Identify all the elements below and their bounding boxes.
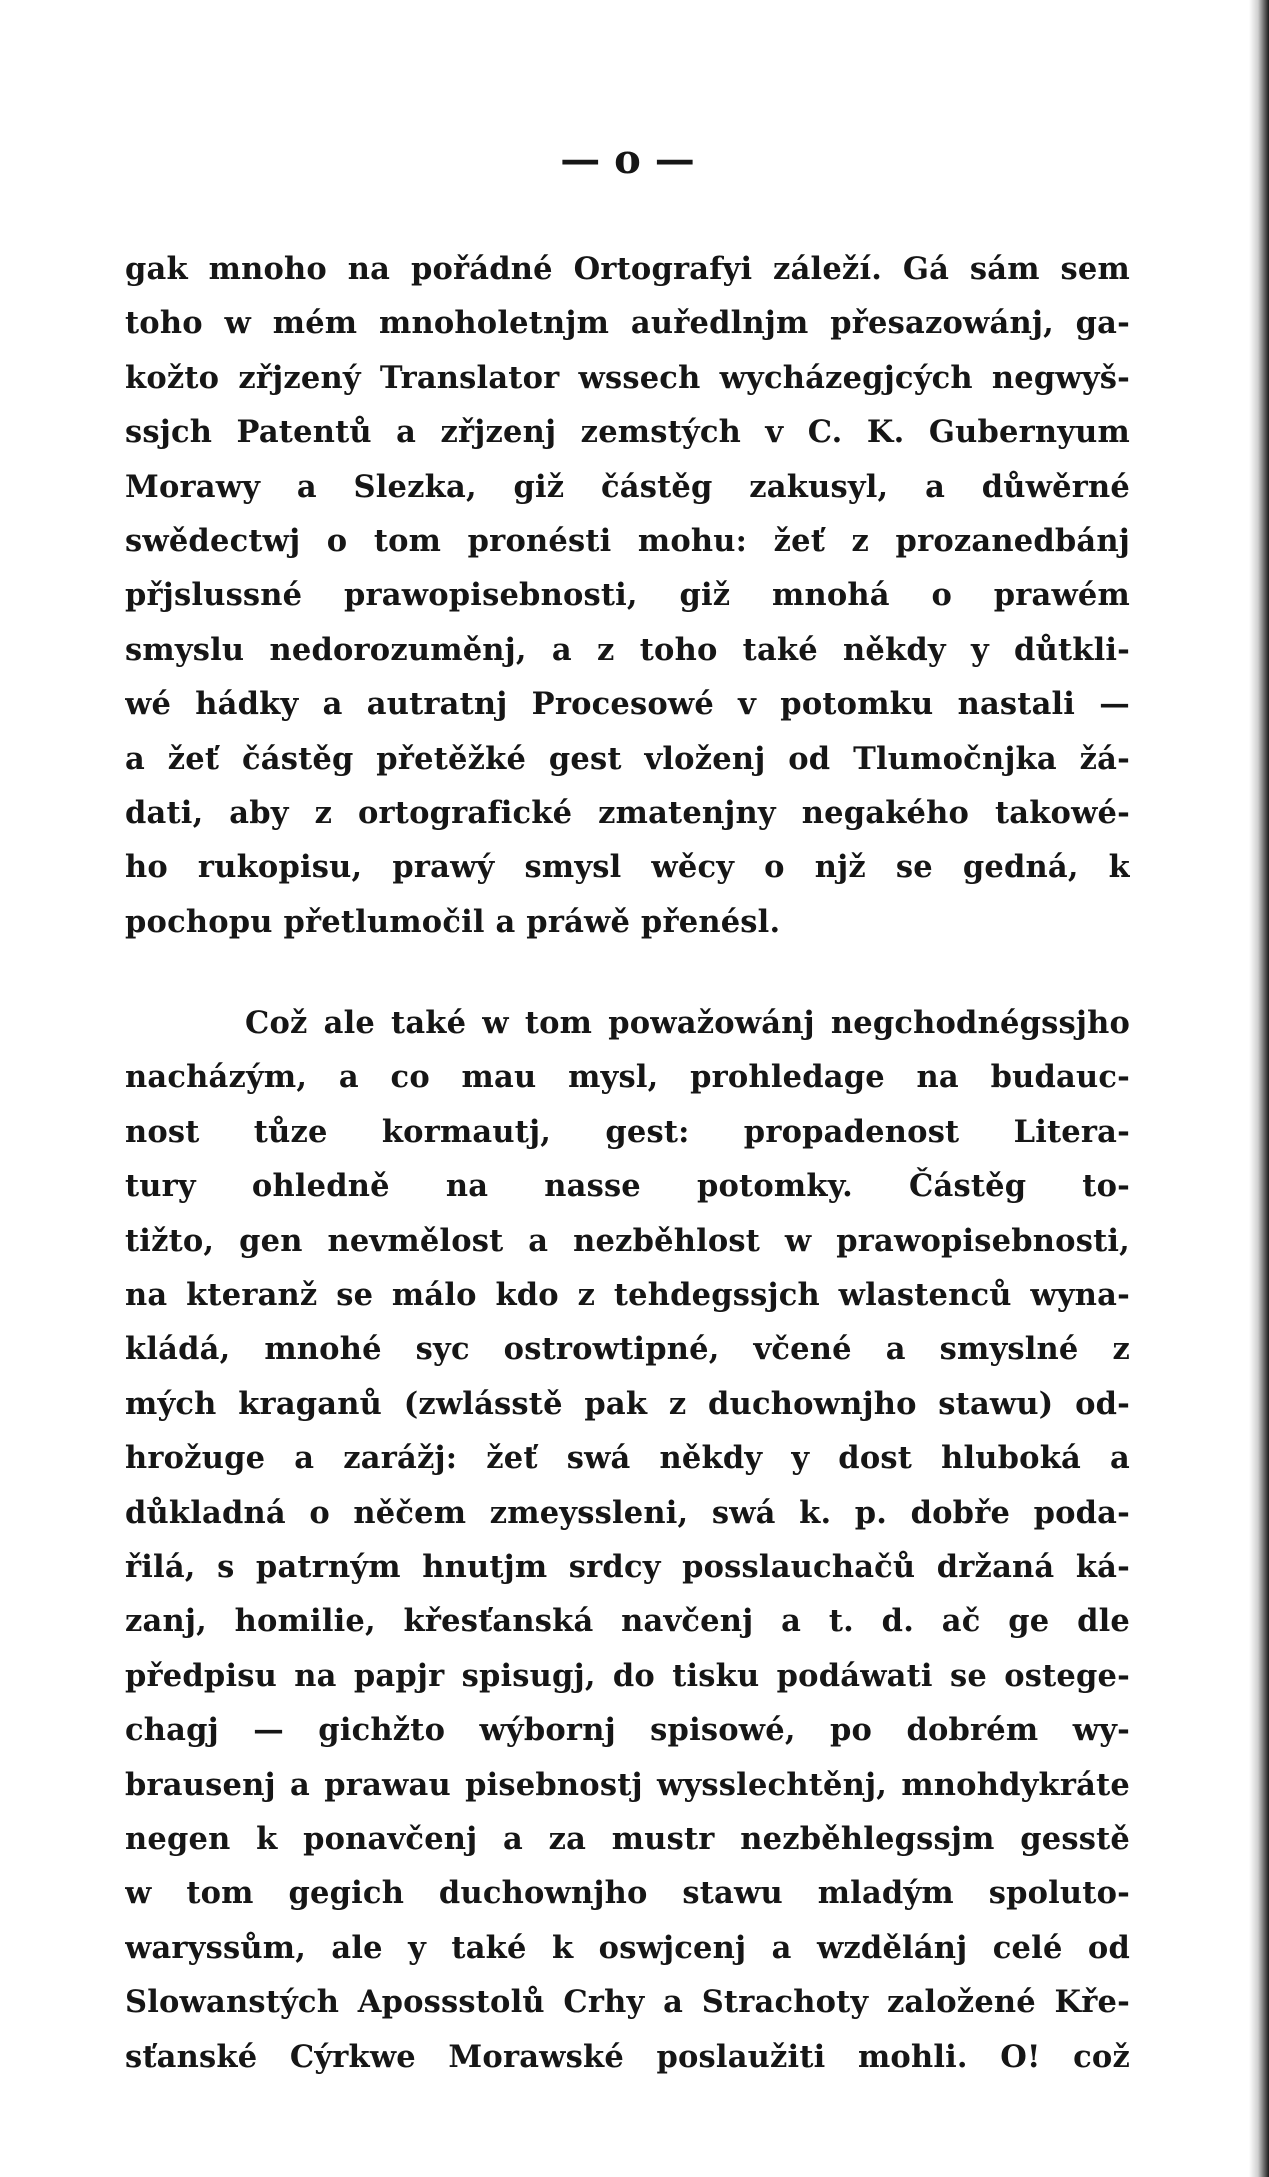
text-line: gak mnoho na pořádné Ortografyi záleží. Gá sám sem — [125, 251, 1130, 287]
page-header-ornament: — o — — [560, 136, 695, 183]
text-line: předpisu na papjr spisugj, do tisku podáwati se ostege- — [125, 1657, 1130, 1694]
text-line: nacházým, a co mau mysl, prohledage na budauc- — [125, 1059, 1130, 1096]
text-line: brausenj a prawau pisebnostj wysslechtěnj, mnohdykráte — [125, 1766, 1130, 1803]
text-line: tury ohledně na nasse potomky. Částěg to- — [125, 1168, 1130, 1205]
text-line: smyslu nedorozuměnj, a z toho také někdy y důtkli- — [125, 631, 1130, 668]
text-line: mých kraganů (zwlásstě pak z duchownjho stawu) od- — [125, 1385, 1130, 1422]
text-line: kožto zřjzený Translator wssech wycházegjcých negwyš- — [125, 359, 1130, 396]
text-line: wé hádky a autratnj Procesowé v potomku nastali — — [125, 686, 1130, 723]
text-line: a žeť částěg přetěžké gest vloženj od Tlumočnjka žá- — [125, 740, 1130, 777]
text-line: důkladná o něčem zmeyssleni, swá k. p. dobře poda- — [125, 1494, 1130, 1531]
text-line: ssjch Patentů a zřjzenj zemstých v C. K. Gubernyum — [125, 414, 1130, 451]
text-line: w tom gegich duchownjho stawu mladým spoluto- — [125, 1875, 1130, 1912]
text-line: dati, aby z ortografické zmatenjny negakého takowé- — [125, 794, 1130, 831]
text-line: chagj — gichžto wýbornj spisowé, po dobrém wy- — [125, 1712, 1130, 1749]
text-line: Slowanstých Apossstolů Crhy a Strachoty založené Kře- — [125, 1984, 1130, 2021]
text-line: kládá, mnohé syc ostrowtipné, včené a smyslné z — [125, 1331, 1130, 1368]
text-line: na kteranž se málo kdo z tehdegssjch wlastenců wyna- — [125, 1277, 1130, 1314]
paragraph-1 — [125, 242, 1130, 949]
book-page — [125, 130, 1130, 2084]
text-line: nost tůze kormautj, gest: propadenost Litera- — [125, 1113, 1130, 1150]
text-line: Morawy a Slezka, giž částěg zakusyl, a důwěrné — [125, 468, 1130, 505]
text-line: hrožuge a zarážj: žeť swá někdy y dost hluboká a — [125, 1440, 1130, 1477]
text-line: zanj, homilie, křesťanská navčenj a t. d. ač ge dle — [125, 1603, 1130, 1640]
text-line: sťanské Cýrkwe Morawské poslaužiti mohli. O! což — [125, 2038, 1130, 2075]
text-line: toho w mém mnoholetnjm auředlnjm přesazowánj, ga- — [125, 305, 1130, 342]
paragraph-2 — [125, 996, 1130, 2084]
text-line: swědectwj o tom pronésti mohu: žeť z prozanedbánj — [125, 522, 1130, 559]
text-line: ho rukopisu, prawý smysl wěcy o njž se gedná, k — [125, 849, 1130, 886]
text-line: Což ale také w tom powažowánj negchodnégssjho — [245, 1005, 1130, 1042]
text-line: tižto, gen nevmělost a nezběhlost w prawopisebnosti, — [125, 1222, 1130, 1259]
text-line: pochopu přetlumočil a práwě přenésl. — [125, 903, 781, 940]
text-line: waryssům, ale y také k oswjcenj a wzdělánj celé od — [125, 1929, 1130, 1966]
text-line: řilá, s patrným hnutjm srdcy posslauchačů držaná ká- — [125, 1548, 1130, 1585]
page-edge-shadow — [1249, 0, 1269, 2177]
text-line: negen k ponavčenj a za mustr nezběhlegssjm gesstě — [125, 1820, 1130, 1857]
text-line: přjslussné prawopisebnosti, giž mnohá o prawém — [125, 577, 1130, 614]
